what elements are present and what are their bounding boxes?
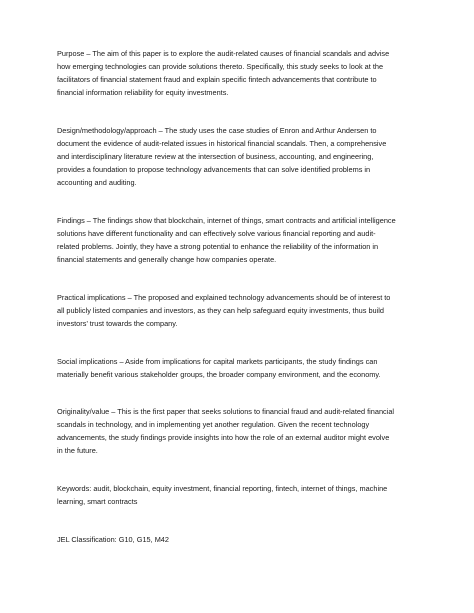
social-implications-paragraph xyxy=(57,356,432,382)
text-line: Purpose – The aim of this paper is to explore the audit-related causes of financial scandals and advise xyxy=(57,49,390,58)
text-line: Practical implications – The proposed and explained technology advancements should be of interest to xyxy=(57,293,391,302)
jel-classification-paragraph xyxy=(57,534,432,547)
text-line: materially benefit various stakeholder groups, the broader company environment, and the economy. xyxy=(57,369,381,379)
text-line: investors’ trust towards the company. xyxy=(57,318,178,328)
text-line: solutions have different functionality and can effectively solve various financial reporting and audit- xyxy=(57,228,376,238)
text-line: financial information reliability for equity investments. xyxy=(57,87,229,97)
text-line: document the evidence of audit-related issues in historical financial scandals. Then, a comprehensive xyxy=(57,138,387,148)
text-line: how emerging technologies can provide solutions thereto. Specifically, this study seeks to look at the xyxy=(57,61,384,71)
text-line: JEL Classification: G10, G15, M42 xyxy=(57,535,169,544)
text-line: and interdisciplinary literature review at the intersection of business, accounting, and engineering, xyxy=(57,151,374,161)
text-line: Design/methodology/approach – The study uses the case studies of Enron and Arthur Andersen to xyxy=(57,126,377,135)
originality-value-paragraph xyxy=(57,406,432,458)
practical-implications-paragraph xyxy=(57,292,432,331)
text-line: facilitators of financial statement fraud and explain specific fintech advancements that contribute to xyxy=(57,74,377,84)
design-methodology-paragraph xyxy=(57,125,432,189)
text-line: Findings – The findings show that blockchain, internet of things, smart contracts and artificial intelligence xyxy=(57,216,396,225)
findings-paragraph xyxy=(57,215,432,267)
text-line: learning, smart contracts xyxy=(57,496,138,506)
text-line: Social implications – Aside from implications for capital markets participants, the study findings can xyxy=(57,357,378,366)
text-line: accounting and auditing. xyxy=(57,177,137,187)
text-line: advancements, the study findings provide insights into how the role of an external auditor might evolve xyxy=(57,432,390,442)
text-line: Keywords: audit, blockchain, equity investment, financial reporting, fintech, internet of things, machine xyxy=(57,484,388,493)
keywords-paragraph xyxy=(57,483,432,509)
text-line: scandals in technology, and in implementing yet another regulation. Given the recent technology xyxy=(57,419,370,429)
text-line: financial statements and generally change how companies operate. xyxy=(57,254,277,264)
purpose-paragraph xyxy=(57,48,432,100)
text-line: related problems. Jointly, they have a strong potential to enhance the reliability of the information in xyxy=(57,241,379,251)
text-line: all publicly listed companies and investors, as they can help safeguard equity investments, thus build xyxy=(57,305,384,315)
text-line: provides a foundation to propose technology advancements that can solve identified problems in xyxy=(57,164,371,174)
text-line: Originality/value – This is the first paper that seeks solutions to financial fraud and audit-related financial xyxy=(57,407,395,416)
text-line: in the future. xyxy=(57,445,98,455)
